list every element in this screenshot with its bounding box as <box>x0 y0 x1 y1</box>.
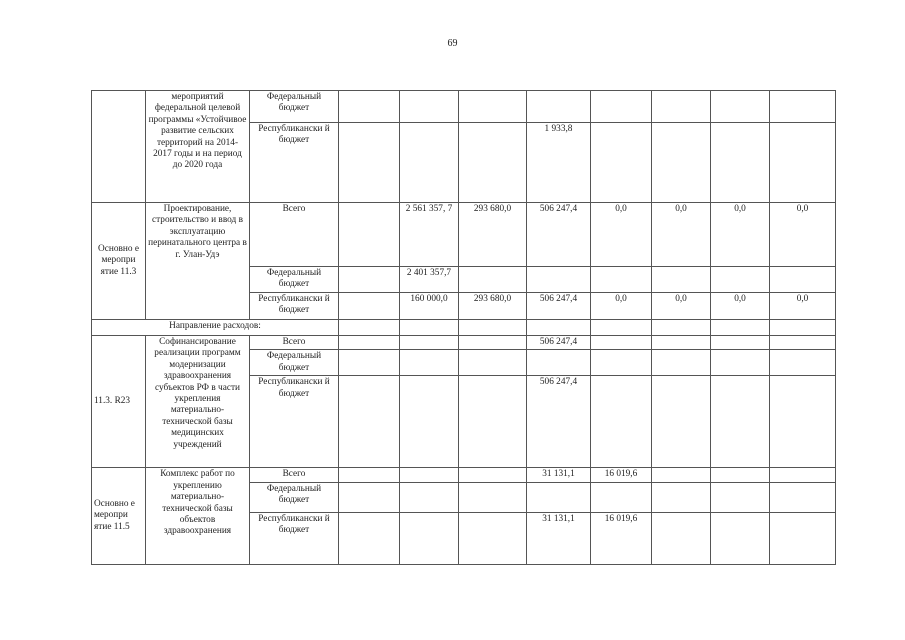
empty-cell <box>711 267 770 293</box>
empty-cell <box>711 468 770 482</box>
empty-cell <box>339 482 400 512</box>
empty-cell <box>400 350 459 376</box>
activity-cell: Софинансирование реализации программ модернизации здравоохранения субъектов РФ в части укрепления материально-технической базы медицинских учреждений <box>146 336 250 468</box>
source-cell: Республикански й бюджет <box>250 123 339 203</box>
value-cell: 506 247,4 <box>527 203 591 267</box>
empty-cell <box>770 350 836 376</box>
empty-cell <box>400 91 459 123</box>
empty-cell <box>652 482 711 512</box>
table-row <box>92 91 836 123</box>
empty-cell <box>770 123 836 203</box>
empty-cell <box>652 123 711 203</box>
value-cell: 2 561 357, 7 <box>400 203 459 267</box>
direction-cell: Направление расходов: <box>92 320 339 336</box>
empty-cell <box>339 91 400 123</box>
value-cell: 293 680,0 <box>459 203 527 267</box>
value-cell: 506 247,4 <box>527 293 591 320</box>
code-cell: Основно е меропри ятие 11.5 <box>92 468 146 564</box>
value-cell: 0,0 <box>711 203 770 267</box>
source-cell: Федеральный бюджет <box>250 91 339 123</box>
source-cell: Всего <box>250 203 339 267</box>
empty-cell <box>459 512 527 564</box>
empty-cell <box>711 482 770 512</box>
empty-cell <box>459 91 527 123</box>
empty-cell <box>400 468 459 482</box>
value-cell: 0,0 <box>652 203 711 267</box>
empty-cell <box>339 512 400 564</box>
code-cell: 11.3. R23 <box>92 336 146 468</box>
empty-cell <box>400 512 459 564</box>
value-cell: 31 131,1 <box>527 468 591 482</box>
empty-cell <box>652 91 711 123</box>
source-cell: Республикански й бюджет <box>250 376 339 468</box>
empty-cell <box>527 482 591 512</box>
source-cell: Республикански й бюджет <box>250 512 339 564</box>
source-cell: Всего <box>250 336 339 350</box>
empty-cell <box>339 350 400 376</box>
empty-cell <box>770 482 836 512</box>
page-number: 69 <box>447 38 458 49</box>
empty-cell <box>459 376 527 468</box>
empty-cell <box>770 91 836 123</box>
value-cell: 2 401 357,7 <box>400 267 459 293</box>
empty-cell <box>652 350 711 376</box>
empty-cell <box>591 91 652 123</box>
value-cell: 0,0 <box>711 293 770 320</box>
empty-cell <box>459 350 527 376</box>
empty-cell <box>591 123 652 203</box>
source-cell: Всего <box>250 468 339 482</box>
empty-cell <box>711 91 770 123</box>
empty-cell <box>770 320 836 336</box>
source-cell: Федеральный бюджет <box>250 267 339 293</box>
empty-cell <box>400 482 459 512</box>
value-cell: 293 680,0 <box>459 293 527 320</box>
value-cell: 506 247,4 <box>527 336 591 350</box>
value-cell: 16 019,6 <box>591 468 652 482</box>
empty-cell <box>591 320 652 336</box>
empty-cell <box>339 203 400 267</box>
value-cell: 0,0 <box>770 203 836 267</box>
empty-cell <box>770 468 836 482</box>
code-cell: Основно е меропри ятие 11.3 <box>92 203 146 320</box>
budget-table <box>91 90 836 565</box>
empty-cell <box>770 376 836 468</box>
empty-cell <box>527 320 591 336</box>
empty-cell <box>339 468 400 482</box>
activity-cell: мероприятий федеральной целевой программы «Устойчивое развитие сельских территорий на 2014-2017 годы и на период до 2020 года <box>146 91 250 203</box>
empty-cell <box>339 320 400 336</box>
empty-cell <box>527 267 591 293</box>
source-cell: Федеральный бюджет <box>250 350 339 376</box>
value-cell: 1 933,8 <box>527 123 591 203</box>
empty-cell <box>770 267 836 293</box>
empty-cell <box>339 123 400 203</box>
empty-cell <box>711 123 770 203</box>
value-cell: 31 131,1 <box>527 512 591 564</box>
value-cell: 0,0 <box>770 293 836 320</box>
value-cell: 0,0 <box>591 203 652 267</box>
empty-cell <box>339 293 400 320</box>
code-cell <box>92 91 146 203</box>
empty-cell <box>591 350 652 376</box>
activity-cell: Проектирование, строительство и ввод в эксплуатацию перинатального центра в г. Улан-Удэ <box>146 203 250 320</box>
empty-cell <box>652 336 711 350</box>
empty-cell <box>459 320 527 336</box>
empty-cell <box>400 336 459 350</box>
empty-cell <box>770 512 836 564</box>
empty-cell <box>459 267 527 293</box>
table-row <box>92 203 836 267</box>
activity-cell: Комплекс работ по укреплению материально-технической базы объектов здравоохранения <box>146 468 250 564</box>
value-cell: 16 019,6 <box>591 512 652 564</box>
source-cell: Федеральный бюджет <box>250 482 339 512</box>
value-cell: 0,0 <box>591 293 652 320</box>
empty-cell <box>711 376 770 468</box>
empty-cell <box>459 336 527 350</box>
empty-cell <box>459 482 527 512</box>
value-cell: 0,0 <box>652 293 711 320</box>
empty-cell <box>652 512 711 564</box>
empty-cell <box>711 350 770 376</box>
empty-cell <box>400 320 459 336</box>
value-cell: 506 247,4 <box>527 376 591 468</box>
empty-cell <box>711 512 770 564</box>
empty-cell <box>591 336 652 350</box>
empty-cell <box>339 336 400 350</box>
source-cell: Республикански й бюджет <box>250 293 339 320</box>
empty-cell <box>527 91 591 123</box>
empty-cell <box>591 482 652 512</box>
empty-cell <box>591 267 652 293</box>
empty-cell <box>339 376 400 468</box>
empty-cell <box>652 468 711 482</box>
empty-cell <box>652 376 711 468</box>
empty-cell <box>527 350 591 376</box>
empty-cell <box>652 320 711 336</box>
empty-cell <box>459 468 527 482</box>
empty-cell <box>400 123 459 203</box>
empty-cell <box>459 123 527 203</box>
empty-cell <box>711 320 770 336</box>
table-row <box>92 468 836 482</box>
empty-cell <box>652 267 711 293</box>
table-row <box>92 320 836 336</box>
value-cell: 160 000,0 <box>400 293 459 320</box>
empty-cell <box>400 376 459 468</box>
empty-cell <box>711 336 770 350</box>
empty-cell <box>591 376 652 468</box>
empty-cell <box>339 267 400 293</box>
table-row <box>92 336 836 350</box>
empty-cell <box>770 336 836 350</box>
